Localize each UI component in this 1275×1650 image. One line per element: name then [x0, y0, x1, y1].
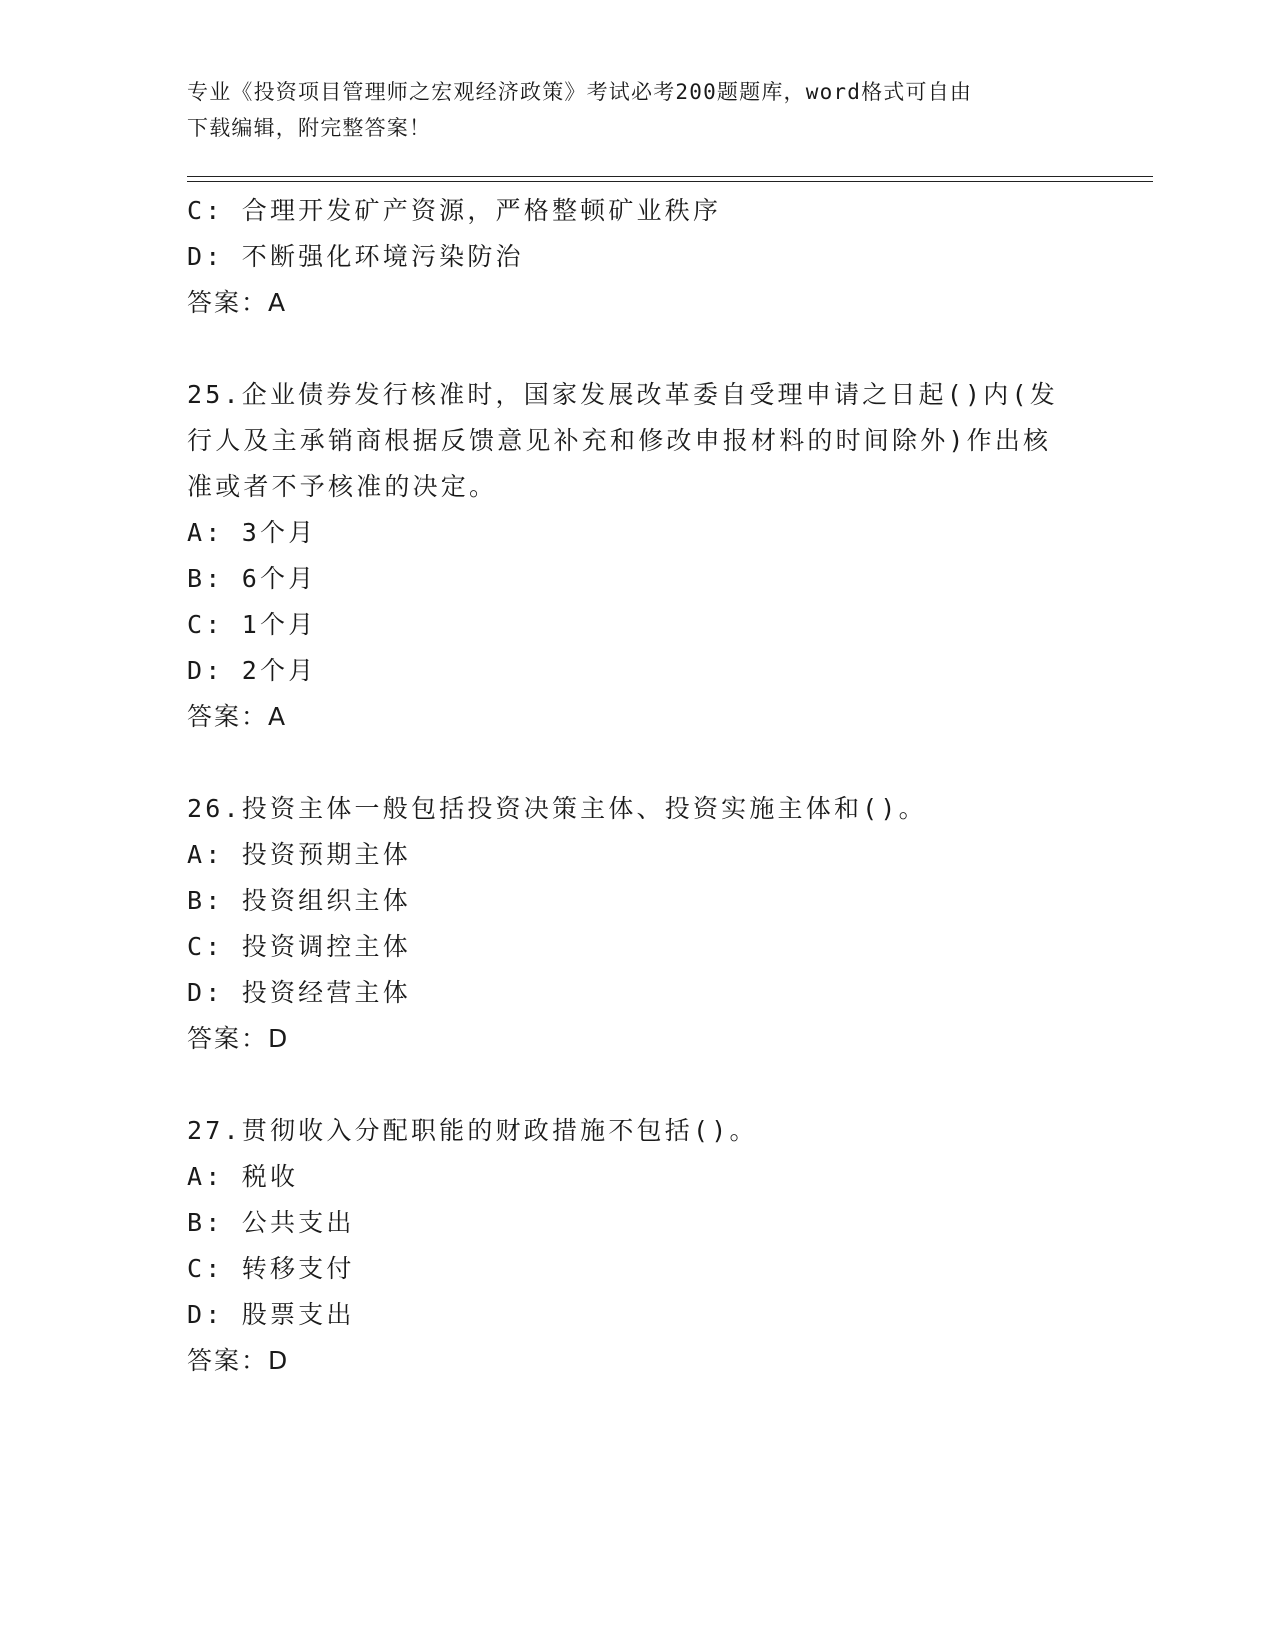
- option-c: C: 合理开发矿产资源，严格整顿矿业秩序: [187, 196, 722, 225]
- option-a: A: 投资预期主体: [187, 840, 411, 869]
- header-divider-bottom: [187, 181, 1153, 182]
- answer-line: 答案：A: [187, 288, 288, 317]
- question-text-line: 行人及主承销商根据反馈意见补充和修改申报材料的时间除外)作出核: [187, 426, 1052, 455]
- option-c: C: 1个月: [187, 610, 317, 639]
- option-c: C: 投资调控主体: [187, 932, 411, 961]
- answer-line: 答案：A: [187, 702, 288, 731]
- question-25: [187, 372, 1087, 740]
- question-text-line: 27.贯彻收入分配职能的财政措施不包括()。: [187, 1116, 758, 1145]
- header-line-1: 专业《投资项目管理师之宏观经济政策》考试必考200题题库，word格式可自由: [187, 80, 973, 104]
- question-text-line: 准或者不予核准的决定。: [187, 472, 498, 501]
- answer-line: 答案：D: [187, 1346, 290, 1375]
- answer-line: 答案：D: [187, 1024, 290, 1053]
- option-d: D: 股票支出: [187, 1300, 355, 1329]
- question-text-line: 26.投资主体一般包括投资决策主体、投资实施主体和()。: [187, 794, 927, 823]
- option-d: D: 投资经营主体: [187, 978, 411, 1007]
- option-d: D: 2个月: [187, 656, 317, 685]
- option-a: A: 税收: [187, 1162, 299, 1191]
- spacer: [187, 740, 1087, 786]
- spacer: [187, 1062, 1087, 1108]
- option-d: D: 不断强化环境污染防治: [187, 242, 524, 271]
- question-text-line: 25.企业债券发行核准时，国家发展改革委自受理申请之日起()内(发: [187, 380, 1058, 409]
- option-b: B: 公共支出: [187, 1208, 355, 1237]
- question-26: [187, 786, 1087, 1062]
- carryover-block: [187, 188, 1087, 326]
- question-content: [187, 188, 1087, 1384]
- document-header: [187, 74, 1087, 146]
- option-b: B: 投资组织主体: [187, 886, 411, 915]
- header-divider-top: [187, 176, 1153, 177]
- question-27: [187, 1108, 1087, 1384]
- option-a: A: 3个月: [187, 518, 317, 547]
- header-line-2: 下载编辑，附完整答案！: [187, 116, 432, 140]
- option-c: C: 转移支付: [187, 1254, 355, 1283]
- option-b: B: 6个月: [187, 564, 317, 593]
- spacer: [187, 326, 1087, 372]
